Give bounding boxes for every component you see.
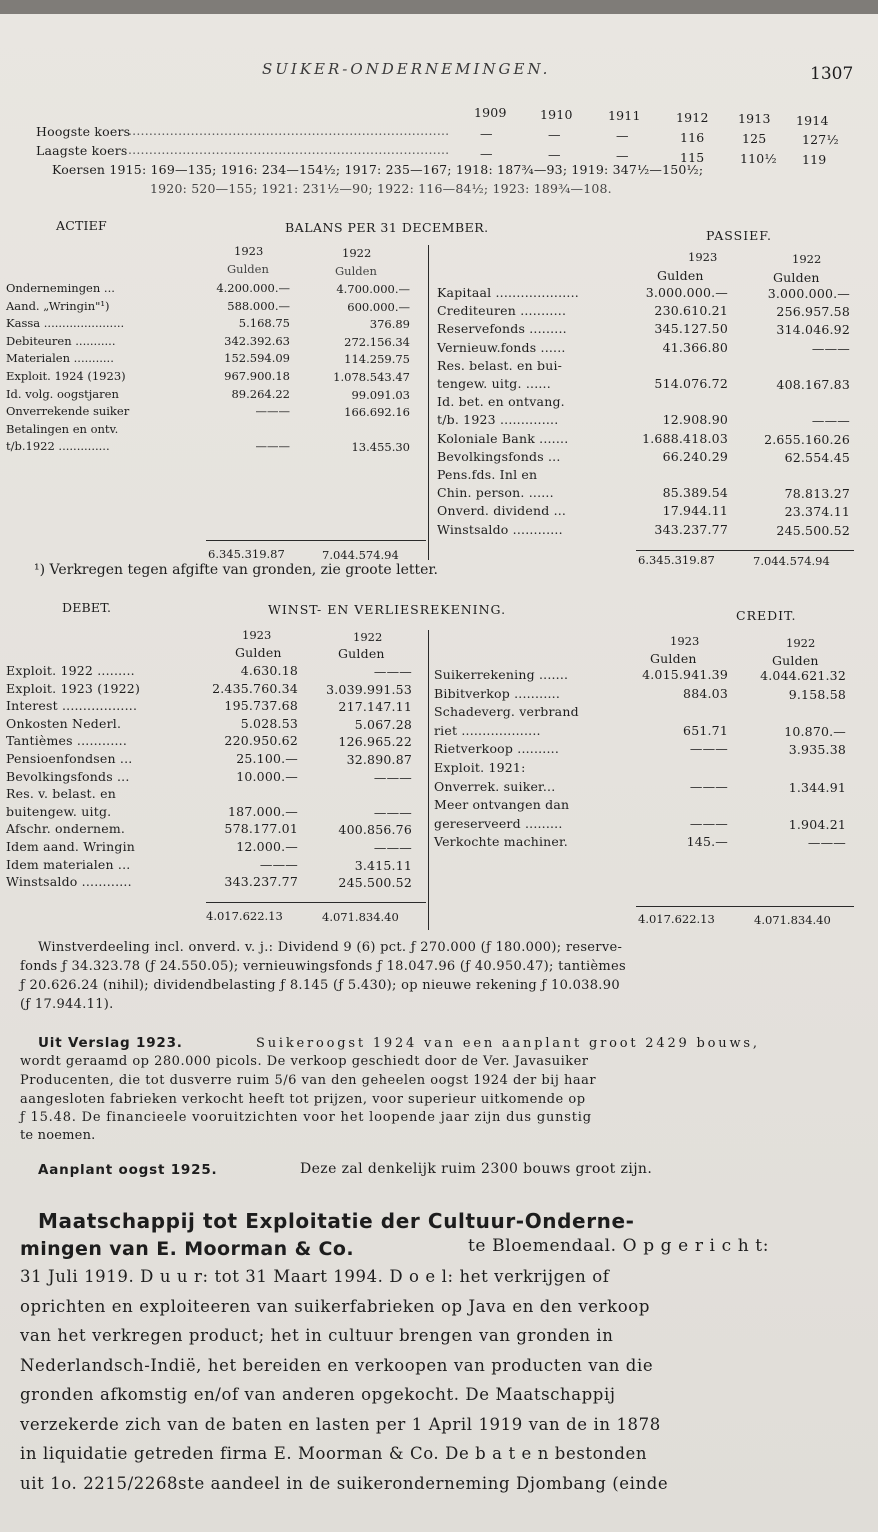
- verslag-heading: Uit Verslag 1923.: [38, 1035, 183, 1051]
- passief-row-value: 514.076.72: [654, 376, 728, 391]
- passief-row-value: 343.237.77: [654, 521, 728, 537]
- laagste-value: —: [548, 147, 561, 162]
- leader-dots: .............................................................................: [128, 123, 450, 138]
- credit-row-value: 10.870.—: [784, 723, 846, 739]
- actief-row-value: 152.594.09: [224, 351, 290, 366]
- actief-row-label: Debiteuren ...........: [6, 333, 116, 348]
- credit-row-value: ———: [689, 778, 728, 794]
- paragraph-line: ƒ 20.626.24 (nihil); dividendbelasting ƒ 8.145 (ƒ 5.430); op nieuwe rekening ƒ 10.038.90: [20, 978, 620, 993]
- passief-row-value: 245.500.52: [776, 522, 850, 538]
- debet-row-value: 5.028.53: [240, 715, 298, 731]
- col-year: 1922: [786, 636, 816, 650]
- credit-row-value: 651.71: [683, 722, 728, 738]
- col-year: 1922: [342, 246, 372, 260]
- debet-row-label: Bevolkingsfonds ...: [6, 768, 130, 784]
- col-year: 1922: [792, 252, 822, 266]
- debet-row-label: Idem materialen ...: [6, 856, 131, 872]
- actief-title: ACTIEF: [56, 218, 107, 233]
- debet-row-value: 400.856.76: [338, 822, 412, 838]
- actief-row-value: 588.000.—: [227, 298, 290, 313]
- actief-total: 6.345.319.87: [208, 547, 285, 561]
- passief-row-value: 3.000.000.—: [767, 286, 850, 301]
- col-unit: Gulden: [338, 646, 385, 661]
- credit-row-value: 1.904.21: [788, 816, 846, 832]
- debet-row-label: Exploit. 1922 .........: [6, 663, 135, 678]
- debet-row-value: 3.039.991.53: [326, 681, 412, 697]
- credit-row-label: riet ...................: [434, 722, 541, 738]
- paragraph-line: te Bloemendaal. O p g e r i c h t:: [468, 1236, 770, 1256]
- passief-row-label: Pens.fds. Inl en: [437, 467, 538, 482]
- debet-row-value: 25.100.—: [236, 751, 298, 766]
- total-rule: [636, 550, 854, 551]
- koers-year: 1910: [540, 107, 573, 122]
- debet-total: 4.071.834.40: [322, 910, 399, 924]
- actief-row-label: Onverrekende suiker: [6, 404, 130, 419]
- total-rule: [636, 906, 854, 907]
- debet-row-value: 2.435.760.34: [212, 680, 298, 696]
- passief-row-label: Kapitaal ....................: [437, 285, 579, 300]
- debet-row-value: 343.237.77: [224, 874, 298, 890]
- paragraph-line: aangesloten fabrieken verkocht heeft tot prijzen, voor superieur uitkomende op: [20, 1092, 586, 1107]
- paragraph-line: uit 1o. 2215/2268ste aandeel in de suikeronderneming Djombang (einde: [20, 1474, 669, 1493]
- debet-row-value: 32.890.87: [346, 752, 412, 767]
- credit-row-label: Verkochte machiner.: [434, 834, 568, 850]
- debet-row-value: 195.737.68: [224, 698, 298, 714]
- credit-total: 4.017.622.13: [638, 912, 715, 926]
- debet-row-value: 220.950.62: [224, 733, 298, 749]
- actief-total: 7.044.574.94: [322, 548, 399, 562]
- passief-row-label: tengew. uitg. ......: [437, 376, 551, 391]
- koers-year: 1914: [796, 113, 829, 128]
- scan-top-border: [0, 0, 878, 14]
- credit-total: 4.071.834.40: [754, 913, 831, 927]
- page-number: 1307: [810, 64, 854, 84]
- paragraph-line: fonds ƒ 34.323.78 (ƒ 24.550.05); vernieuwingsfonds ƒ 18.047.96 (ƒ 40.950.47); tantièmes: [20, 959, 626, 974]
- laagste-value: 119: [802, 152, 827, 167]
- aanplant-heading: Aanplant oogst 1925.: [38, 1162, 218, 1178]
- credit-row-value: 4.015.941.39: [642, 667, 728, 682]
- debet-row-value: 578.177.01: [224, 821, 298, 837]
- actief-row-label: Materialen ...........: [6, 351, 114, 366]
- paragraph-line: in liquidatie getreden firma E. Moorman & Co. De b a t e n bestonden: [20, 1444, 648, 1463]
- leader-dots: .............................................................................: [128, 142, 450, 157]
- debet-total: 4.017.622.13: [206, 909, 283, 923]
- actief-row-value: 5.168.75: [238, 316, 290, 331]
- actief-row-value: ———: [255, 404, 290, 419]
- actief-row-label: Kassa ......................: [6, 316, 125, 331]
- passief-row-value: ———: [811, 413, 850, 429]
- laagste-label: Laagste koers: [36, 143, 128, 158]
- actief-row-value: 4.200.000.—: [216, 281, 290, 295]
- actief-row-value: ———: [255, 439, 290, 454]
- company-heading: mingen van E. Moorman & Co.: [20, 1238, 354, 1260]
- col-unit: Gulden: [657, 268, 704, 283]
- column-divider: [428, 245, 429, 560]
- actief-row-value: 342.392.63: [224, 333, 290, 348]
- passief-row-label: Bevolkingsfonds ...: [437, 448, 561, 464]
- passief-row-label: Vernieuw.fonds ......: [437, 339, 566, 355]
- debet-row-value: 4.630.18: [240, 663, 298, 678]
- credit-row-value: 4.044.621.32: [760, 668, 846, 683]
- credit-row-value: 884.03: [683, 685, 728, 701]
- credit-row-label: Meer ontvangen dan: [434, 797, 570, 813]
- actief-row-value: 4.700.000.—: [336, 282, 410, 296]
- debet-row-value: 10.000.—: [236, 768, 298, 784]
- debet-row-label: Afschr. ondernem.: [6, 821, 126, 837]
- credit-row-value: 145.—: [686, 834, 728, 850]
- col-unit: Gulden: [772, 653, 819, 668]
- passief-row-value: 17.944.11: [662, 503, 728, 519]
- koers-year: 1913: [738, 111, 771, 126]
- passief-row-value: 3.000.000.—: [645, 285, 728, 300]
- debet-row-value: 3.415.11: [354, 857, 412, 873]
- credit-row-label: Bibitverkop ...........: [434, 685, 561, 701]
- paragraph-line: ƒ 15.48. De financieele vooruitzichten voor het loopende jaar zijn dus gunstig: [20, 1110, 592, 1125]
- hoogste-value: 116: [680, 130, 705, 145]
- passief-title: PASSIEF.: [706, 228, 772, 243]
- debet-row-label: Onkosten Nederl.: [6, 715, 122, 731]
- balans-title: BALANS PER 31 DECEMBER.: [285, 220, 489, 235]
- passief-row-label: t/b. 1923 ..............: [437, 412, 559, 428]
- col-year: 1922: [353, 630, 383, 644]
- paragraph-line: Nederlandsch-Indië, het bereiden en verkoopen van producten van die: [20, 1356, 654, 1375]
- debet-row-value: 187.000.—: [228, 803, 298, 819]
- laagste-value: 115: [680, 150, 705, 165]
- passief-row-value: 256.957.58: [776, 304, 850, 320]
- debet-row-label: Winstsaldo ............: [6, 874, 132, 890]
- credit-row-value: 1.344.91: [788, 779, 846, 795]
- debet-row-value: 12.000.—: [236, 839, 298, 854]
- debet-row-label: Tantièmes ............: [6, 733, 128, 749]
- debet-row-value: ———: [373, 804, 412, 820]
- hoogste-value: —: [616, 128, 629, 143]
- actief-row-label: Aand. „Wringin"¹): [6, 298, 110, 313]
- debet-title: DEBET.: [62, 600, 112, 615]
- laagste-value: 110½: [740, 151, 777, 166]
- col-unit: Gulden: [773, 270, 820, 285]
- passief-row-value: 12.908.90: [662, 412, 728, 428]
- actief-row-value: 1.078.543.47: [333, 370, 410, 384]
- actief-row-value: 600.000.—: [347, 299, 410, 314]
- passief-row-value: 408.167.83: [776, 377, 850, 392]
- debet-row-label: Pensioenfondsen ...: [6, 751, 133, 766]
- koersen-line: 1920: 520—155; 1921: 231½—90; 1922: 116—84½; 1923: 189¾—108.: [150, 181, 612, 196]
- passief-total: 6.345.319.87: [638, 553, 715, 567]
- passief-row-value: 85.389.54: [662, 485, 728, 501]
- hoogste-value: —: [548, 127, 561, 142]
- passief-row-value: ———: [811, 340, 850, 356]
- winst-title: WINST- EN VERLIESREKENING.: [268, 602, 507, 617]
- passief-row-label: Winstsaldo ............: [437, 521, 563, 537]
- debet-row-value: 126.965.22: [338, 734, 412, 750]
- paragraph-line: te noemen.: [20, 1128, 96, 1143]
- passief-row-value: 2.655.160.26: [764, 431, 850, 447]
- actief-row-label: t/b.1922 ..............: [6, 439, 110, 454]
- hoogste-value: —: [480, 126, 493, 141]
- paragraph-line: (ƒ 17.944.11).: [20, 997, 114, 1012]
- credit-row-value: ———: [807, 835, 846, 851]
- credit-row-label: Rietverkoop ..........: [434, 741, 559, 757]
- credit-row-label: gereserveerd .........: [434, 815, 563, 831]
- passief-row-label: Koloniale Bank .......: [437, 430, 569, 446]
- passief-row-label: Reservefonds .........: [437, 321, 567, 337]
- actief-row-label: Betalingen en ontv.: [6, 421, 119, 436]
- koersen-line: Koersen 1915: 169—135; 1916: 234—154½; 1917: 235—167; 1918: 187¾—93; 1919: 347½—150½;: [52, 162, 704, 177]
- total-rule: [206, 540, 426, 541]
- paragraph-line: Producenten, die tot dusverre ruim 5/6 van den geheelen oogst 1924 der bij haar: [20, 1073, 597, 1088]
- credit-row-value: 3.935.38: [788, 742, 846, 758]
- passief-row-value: 314.046.92: [776, 322, 850, 338]
- debet-row-value: 245.500.52: [338, 875, 412, 891]
- footnote: ¹) Verkregen tegen afgifte van gronden, zie groote letter.: [34, 562, 438, 578]
- debet-row-label: Exploit. 1923 (1922): [6, 680, 141, 696]
- paragraph-line: 31 Juli 1919. D u u r: tot 31 Maart 1994. D o e l: het verkrijgen of: [20, 1267, 610, 1286]
- paragraph-line: Deze zal denkelijk ruim 2300 bouws groot zijn.: [300, 1161, 653, 1177]
- debet-row-label: buitengew. uitg.: [6, 803, 112, 819]
- passief-row-value: 66.240.29: [662, 448, 728, 464]
- credit-row-value: ———: [689, 741, 728, 757]
- passief-row-value: 345.127.50: [654, 321, 728, 337]
- passief-row-label: Id. bet. en ontvang.: [437, 394, 565, 410]
- passief-row-label: Onverd. dividend ...: [437, 503, 567, 519]
- debet-row-value: ———: [373, 769, 412, 785]
- koers-year: 1912: [676, 110, 709, 125]
- laagste-value: —: [480, 146, 493, 161]
- debet-row-value: 5.067.28: [354, 716, 412, 732]
- credit-title: CREDIT.: [736, 608, 797, 623]
- hoogste-value: 125: [742, 131, 767, 146]
- actief-row-value: 114.259.75: [344, 352, 410, 367]
- debet-row-label: Res. v. belast. en: [6, 786, 116, 802]
- col-unit: Gulden: [235, 645, 282, 660]
- debet-row-label: Interest ..................: [6, 698, 138, 714]
- passief-row-value: 41.366.80: [662, 339, 728, 355]
- paragraph-line: Winstverdeeling incl. onverd. v. j.: Dividend 9 (6) pct. ƒ 270.000 (ƒ 180.000); reserve-: [38, 940, 623, 955]
- passief-row-value: 62.554.45: [784, 449, 850, 465]
- actief-row-value: 99.091.03: [351, 387, 410, 402]
- actief-row-value: 376.89: [369, 317, 410, 332]
- column-divider: [428, 630, 429, 930]
- running-header: SUIKER-ONDERNEMINGEN.: [262, 60, 551, 78]
- hoogste-label: Hoogste koers: [36, 124, 131, 139]
- credit-row-label: Suikerrekening .......: [434, 667, 569, 682]
- paragraph-line: wordt geraamd op 280.000 picols. De verkoop geschiedt door de Ver. Javasuiker: [20, 1054, 589, 1069]
- actief-row-label: Id. volg. oogstjaren: [6, 386, 119, 401]
- actief-row-value: 272.156.34: [344, 334, 410, 349]
- paragraph-line: oprichten en exploiteeren van suikerfabrieken op Java en den verkoop: [20, 1297, 650, 1316]
- laagste-value: —: [616, 148, 629, 163]
- actief-row-value: 166.692.16: [344, 405, 410, 420]
- passief-row-label: Res. belast. en bui-: [437, 357, 563, 373]
- col-year: 1923: [234, 244, 264, 258]
- actief-row-label: Exploit. 1924 (1923): [6, 369, 126, 383]
- koers-year: 1909: [474, 105, 507, 120]
- paragraph-line: gronden afkomstig en/of van anderen opgekocht. De Maatschappij: [20, 1385, 616, 1404]
- debet-row-value: ———: [373, 840, 412, 855]
- col-unit: Gulden: [650, 651, 697, 666]
- actief-row-label: Ondernemingen ...: [6, 281, 115, 295]
- hoogste-value: 127½: [802, 132, 839, 147]
- passief-row-label: Chin. person. ......: [437, 485, 554, 501]
- debet-row-value: ———: [259, 856, 298, 872]
- paragraph-line: van het verkregen product; het in cultuur brengen van gronden in: [20, 1326, 614, 1345]
- col-year: 1923: [242, 628, 272, 642]
- total-rule: [206, 902, 426, 903]
- passief-row-label: Crediteuren ...........: [437, 303, 567, 319]
- company-heading: Maatschappij tot Exploitatie der Cultuur-Onderne-: [38, 1209, 635, 1233]
- paragraph-line: verzekerde zich van de baten en lasten per 1 April 1919 van de in 1878: [20, 1415, 661, 1434]
- paragraph-line: Suikeroogst 1924 van een aanplant groot 2429 bouws,: [256, 1036, 760, 1051]
- debet-row-label: Idem aand. Wringin: [6, 839, 136, 854]
- passief-total: 7.044.574.94: [753, 554, 830, 568]
- actief-row-value: 967.900.18: [224, 369, 290, 383]
- passief-row-value: 1.688.418.03: [642, 430, 728, 446]
- credit-row-value: 9.158.58: [788, 686, 846, 702]
- passief-row-value: 78.813.27: [784, 486, 850, 502]
- passief-row-value: 230.610.21: [654, 303, 728, 319]
- credit-row-label: Exploit. 1921:: [434, 760, 526, 775]
- actief-row-value: 89.264.22: [231, 386, 290, 401]
- credit-row-label: Onverrek. suiker...: [434, 778, 556, 794]
- koers-year: 1911: [608, 108, 641, 123]
- passief-row-value: 23.374.11: [784, 504, 850, 520]
- debet-row-value: ———: [373, 664, 412, 679]
- col-unit: Gulden: [335, 264, 377, 278]
- col-year: 1923: [688, 250, 718, 264]
- col-year: 1923: [670, 634, 700, 648]
- credit-row-value: ———: [689, 815, 728, 831]
- col-unit: Gulden: [227, 262, 269, 276]
- credit-row-label: Schadeverg. verbrand: [434, 704, 579, 720]
- debet-row-value: 217.147.11: [338, 699, 412, 715]
- actief-row-value: 13.455.30: [351, 440, 410, 455]
